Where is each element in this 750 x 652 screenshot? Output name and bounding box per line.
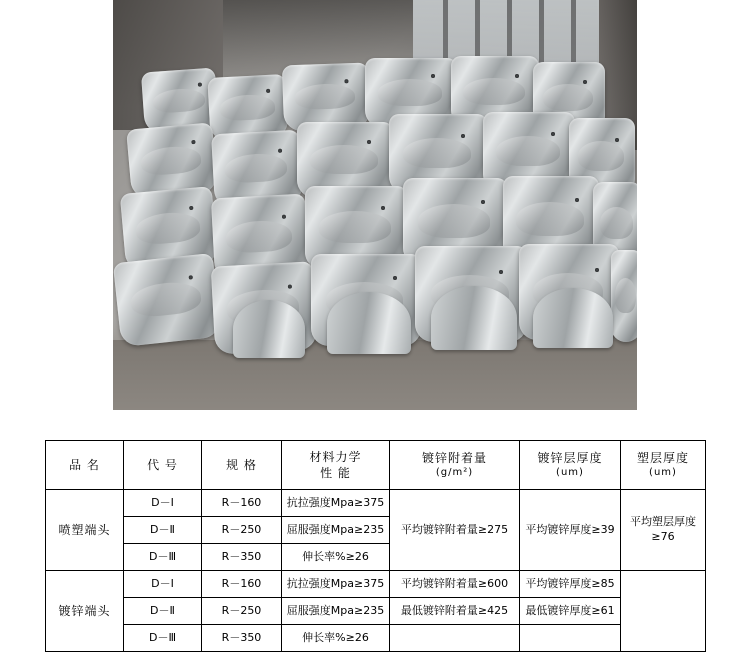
cell-mechanical: 屈服强度Mpa≥235	[282, 598, 390, 625]
cell-spec: R－160	[202, 490, 282, 517]
cell-mechanical: 屈服强度Mpa≥235	[282, 517, 390, 544]
header-code: 代 号	[124, 441, 202, 490]
guardrail-terminal-part	[611, 250, 637, 342]
cell-zinc-thickness	[520, 625, 621, 652]
header-product-name: 品 名	[46, 441, 124, 490]
cell-code: D－Ⅰ	[124, 571, 202, 598]
header-spec: 规 格	[202, 441, 282, 490]
table-row	[46, 571, 706, 598]
cell-zinc-thickness: 最低镀锌厚度≥61	[520, 598, 621, 625]
table-header-row	[46, 441, 706, 490]
cell-mechanical: 伸长率%≥26	[282, 544, 390, 571]
table-row	[46, 598, 706, 625]
terminal-curved-face	[431, 286, 517, 350]
table-row	[46, 490, 706, 517]
terminal-curved-face	[233, 300, 305, 358]
cell-spec: R－350	[202, 625, 282, 652]
product-photo	[113, 0, 637, 410]
cell-zinc-amount: 最低镀锌附着量≥425	[390, 598, 520, 625]
table-row	[46, 625, 706, 652]
cell-zinc-amount	[390, 625, 520, 652]
cell-product-name: 喷塑端头	[46, 490, 124, 571]
cell-spec: R－350	[202, 544, 282, 571]
header-plastic-thickness: 塑层厚度 (um)	[621, 441, 706, 490]
terminal-curved-face	[327, 292, 411, 354]
cell-code: D－Ⅲ	[124, 625, 202, 652]
cell-code: D－Ⅱ	[124, 598, 202, 625]
cell-code: D－Ⅲ	[124, 544, 202, 571]
terminal-curved-face	[533, 288, 613, 348]
header-zinc-thickness: 镀锌层厚度 (um)	[520, 441, 621, 490]
cell-zinc-thickness: 平均镀锌厚度≥39	[520, 490, 621, 571]
cell-zinc-amount: 平均镀锌附着量≥275	[390, 490, 520, 571]
cell-mechanical: 抗拉强度Mpa≥375	[282, 490, 390, 517]
table-header	[46, 441, 706, 490]
cell-code: D－Ⅱ	[124, 517, 202, 544]
cell-plastic-thickness: 平均塑层厚度≥76	[621, 490, 706, 571]
cell-code: D－Ⅰ	[124, 490, 202, 517]
cell-spec: R－250	[202, 517, 282, 544]
cell-spec: R－160	[202, 571, 282, 598]
cell-mechanical: 抗拉强度Mpa≥375	[282, 571, 390, 598]
header-mechanical: 材料力学 性 能	[282, 441, 390, 490]
cell-zinc-amount: 平均镀锌附着量≥600	[390, 571, 520, 598]
cell-mechanical: 伸长率%≥26	[282, 625, 390, 652]
cell-plastic-thickness	[621, 571, 706, 652]
header-zinc-amount: 镀锌附着量 (g/m²)	[390, 441, 520, 490]
cell-product-name: 镀锌端头	[46, 571, 124, 652]
specification-table	[45, 440, 706, 652]
specification-table-wrapper	[45, 440, 705, 652]
cell-spec: R－250	[202, 598, 282, 625]
cell-zinc-thickness: 平均镀锌厚度≥85	[520, 571, 621, 598]
table-body	[46, 490, 706, 652]
guardrail-terminal-part	[113, 253, 221, 347]
photo-background	[113, 0, 637, 410]
